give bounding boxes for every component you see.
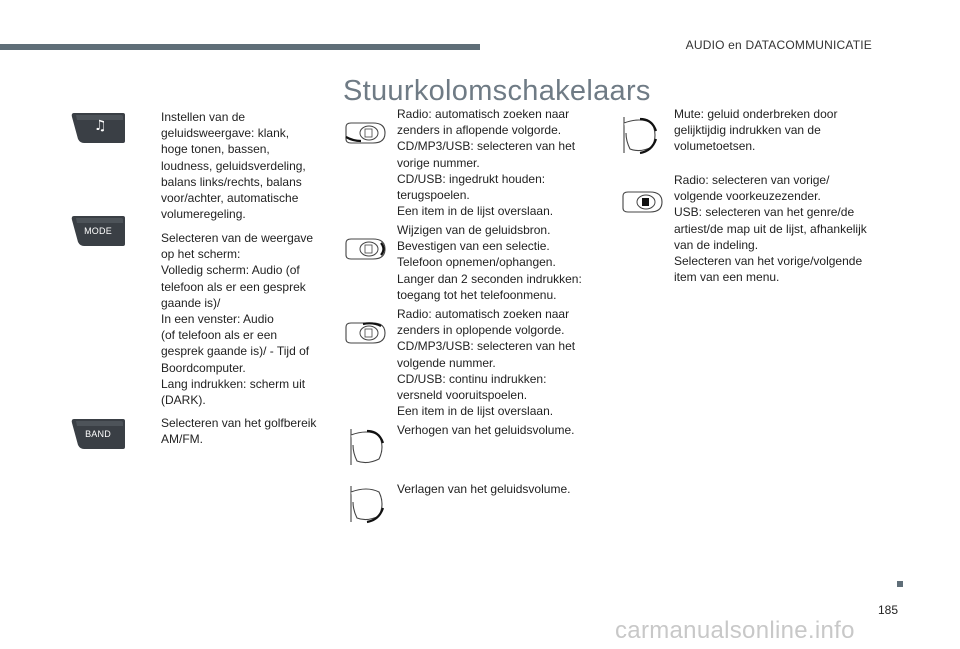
sound-settings-description: Instellen van de geluidsweergave: klank, hoge tonen, bassen, loudness, geluidsverdeling, balans links/rechts, balans voor/achter, automatische volumeregeling.	[161, 110, 306, 222]
header-bar	[0, 44, 480, 50]
stalk-seek-up-icon	[343, 317, 389, 349]
volume-up-description: Verhogen van het geluidsvolume.	[397, 423, 575, 437]
watermark: carmanualsonline.info	[615, 617, 855, 644]
mode-button-label: MODE	[84, 226, 112, 236]
band-button-label: BAND	[85, 429, 111, 439]
stalk-volume-up-icon	[347, 425, 387, 471]
band-button	[70, 418, 126, 450]
source-description: Wijzigen van de geluidsbron. Bevestigen van een selectie. Telefoon opnemen/ophangen. Langer dan 2 seconden indrukken: toegang tot het telefoonmenu.	[397, 223, 582, 302]
stalk-volume-down-icon	[347, 482, 387, 528]
music-note-icon: ♫	[94, 118, 107, 134]
stalk-mute-icon	[620, 113, 664, 159]
mode-description: Selecteren van de weergave op het scherm: Volledig scherm: Audio (of telefoon als er een gesprek gaande is)/ In een venster: Audio (of telefoon als er een gesprek gaande is)/ - Tijd of Boordcomputer. Lang indrukken: scherm uit (DARK).	[161, 231, 314, 408]
band-description: Selecteren van het golfbereik AM/FM.	[161, 416, 317, 447]
stalk-seek-down-icon	[343, 117, 389, 149]
seek-up-description: Radio: automatisch zoeken naar zenders in oplopende volgorde. CD/MP3/USB: selecteren van het volgende nummer. CD/USB: continu indrukken: versneld vooruitspoelen. Een item in de lijst overslaan.	[397, 307, 576, 419]
mode-button	[70, 215, 126, 247]
sound-settings-button	[70, 112, 126, 144]
seek-down-description: Radio: automatisch zoeken naar zenders in aflopende volgorde. CD/MP3/USB: selecteren van het vorige nummer. CD/USB: ingedrukt houden: terugspoelen. Een item in de lijst overslaan.	[397, 107, 576, 219]
page-marker	[897, 581, 903, 587]
stalk-preset-icon	[620, 186, 666, 218]
section-header: AUDIO en DATACOMMUNICATIE	[685, 38, 872, 52]
stalk-source-icon	[343, 233, 389, 265]
page-title: Stuurkolomschakelaars	[343, 75, 651, 107]
preset-description: Radio: selecteren van vorige/ volgende voorkeuzezender. USB: selecteren van het genre/de artiest/de map uit de lijst, afhankelijk van de indeling. Selecteren van het vorige/volgende item van een menu.	[674, 173, 867, 285]
page-number: 185	[878, 603, 899, 617]
volume-down-description: Verlagen van het geluidsvolume.	[397, 482, 571, 496]
mute-description: Mute: geluid onderbreken door gelijktijdig indrukken van de volumetoetsen.	[674, 107, 838, 154]
